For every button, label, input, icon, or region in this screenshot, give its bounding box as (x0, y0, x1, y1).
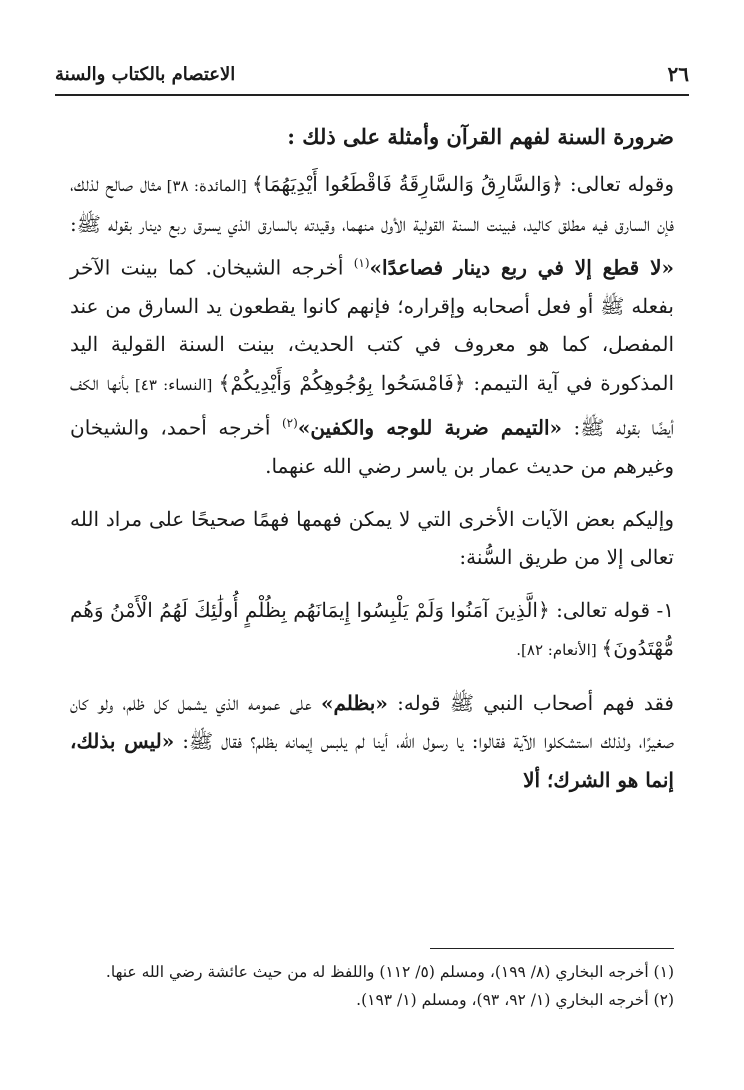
page-number: ٢٦ (667, 62, 689, 86)
quran-verse-3: ﴿الَّذِينَ آمَنُوا وَلَمْ يَلْبِسُوا إِيمَانَهُم بِظُلْمٍ أُولَٰئِكَ لَهُمُ الْأَمْنُ وَهُم مُّهْتَدُونَ﴾ (70, 597, 674, 661)
text-run: على عمومه الذي يشمل كل ظلم، ولو كان صغيرًا، ولذلك استشكلوا الآية فقالوا: يا رسول الله، أينا لم يلبس إيمانه بظلم؟ فقال ﷺ: (70, 690, 675, 754)
hadith-quote: «لا قطع إلا في ربع دينار فصاعدًا» (369, 255, 675, 280)
paragraph-3 (70, 591, 674, 670)
quran-verse-2: ﴿فَامْسَحُوا بِوُجُوهِكُمْ وَأَيْدِيكُمْ﴾ (218, 370, 466, 395)
running-title: الاعتصام بالكتاب والسنة (55, 64, 236, 85)
text-run: بأنها الكف أيضًا بقوله ﷺ: (70, 370, 674, 440)
paragraph-4 (70, 684, 674, 800)
verse-reference-3: [الأنعام: ٨٢]. (516, 641, 602, 660)
footnote-marker-2[interactable]: (٢) (281, 416, 298, 431)
footnotes (70, 958, 674, 1014)
verse-reference-2: [النساء: ٤٣] (128, 375, 219, 394)
verse-reference: [المائدة: ٣٨] (161, 176, 253, 195)
page-header (55, 58, 689, 96)
paragraph-2: وإليكم بعض الآيات الأخرى التي لا يمكن فهمها فهمًا صحيحًا على مراد الله تعالى إلا من طريق السُّنة: (70, 506, 674, 570)
quoted-word: «بظلم» (320, 690, 388, 715)
text-run: أخرجه الشيخان. كما بينت الآخر بفعله ﷺ أو فعل أصحابه وإقراره؛ فإنهم كانوا يقطعون يد السارق من عند المفصل، كما هو معروف في كتب الحديث، بينت السنة القولية اليد المذكورة في آية التيمم: (70, 255, 675, 395)
hadith-quote-2: «التيمم ضربة للوجه والكفين» (297, 415, 563, 440)
footnote-1: (١) أخرجه البخاري (٨/ ١٩٩)، ومسلم (٥/ ١١٢) واللفظ له من حيث عائشة رضي الله عنها. (105, 963, 674, 981)
footnote-marker-1[interactable]: (١) (353, 255, 370, 270)
hadith-quote-3: «ليس بذلك، إنما هو الشرك؛ ألا (70, 729, 674, 792)
quran-verse: ﴿وَالسَّارِقُ وَالسَّارِقَةُ فَاقْطَعُوا أَيْدِيَهُمَا﴾ (252, 171, 563, 196)
main-text (70, 118, 674, 813)
text-run: أخرجه أحمد، والشيخان وغيرهم من حديث عمار بن ياسر رضي الله عنهما. (70, 415, 674, 479)
text-run: ١- قوله تعالى: (549, 597, 674, 622)
text-run: مثال صالح لذلك، فإن السارق فيه مطلق كاليد، فبينت السنة القولية الأول منهما، وقيدته بالسارق الذي يسرق ربع دينار بقوله ﷺ: (70, 171, 674, 236)
paragraph-1 (70, 165, 674, 486)
text-run: وقوله تعالى: (563, 171, 674, 196)
text-run: فقد فهم أصحاب النبي ﷺ قوله: (387, 690, 674, 715)
footnote-divider (430, 948, 674, 949)
footnote-2: (٢) أخرجه البخاري (١/ ٩٢، ٩٣)، ومسلم (١/ ١٩٣). (356, 991, 674, 1009)
section-heading: ضرورة السنة لفهم القرآن وأمثلة على ذلك : (287, 124, 674, 149)
